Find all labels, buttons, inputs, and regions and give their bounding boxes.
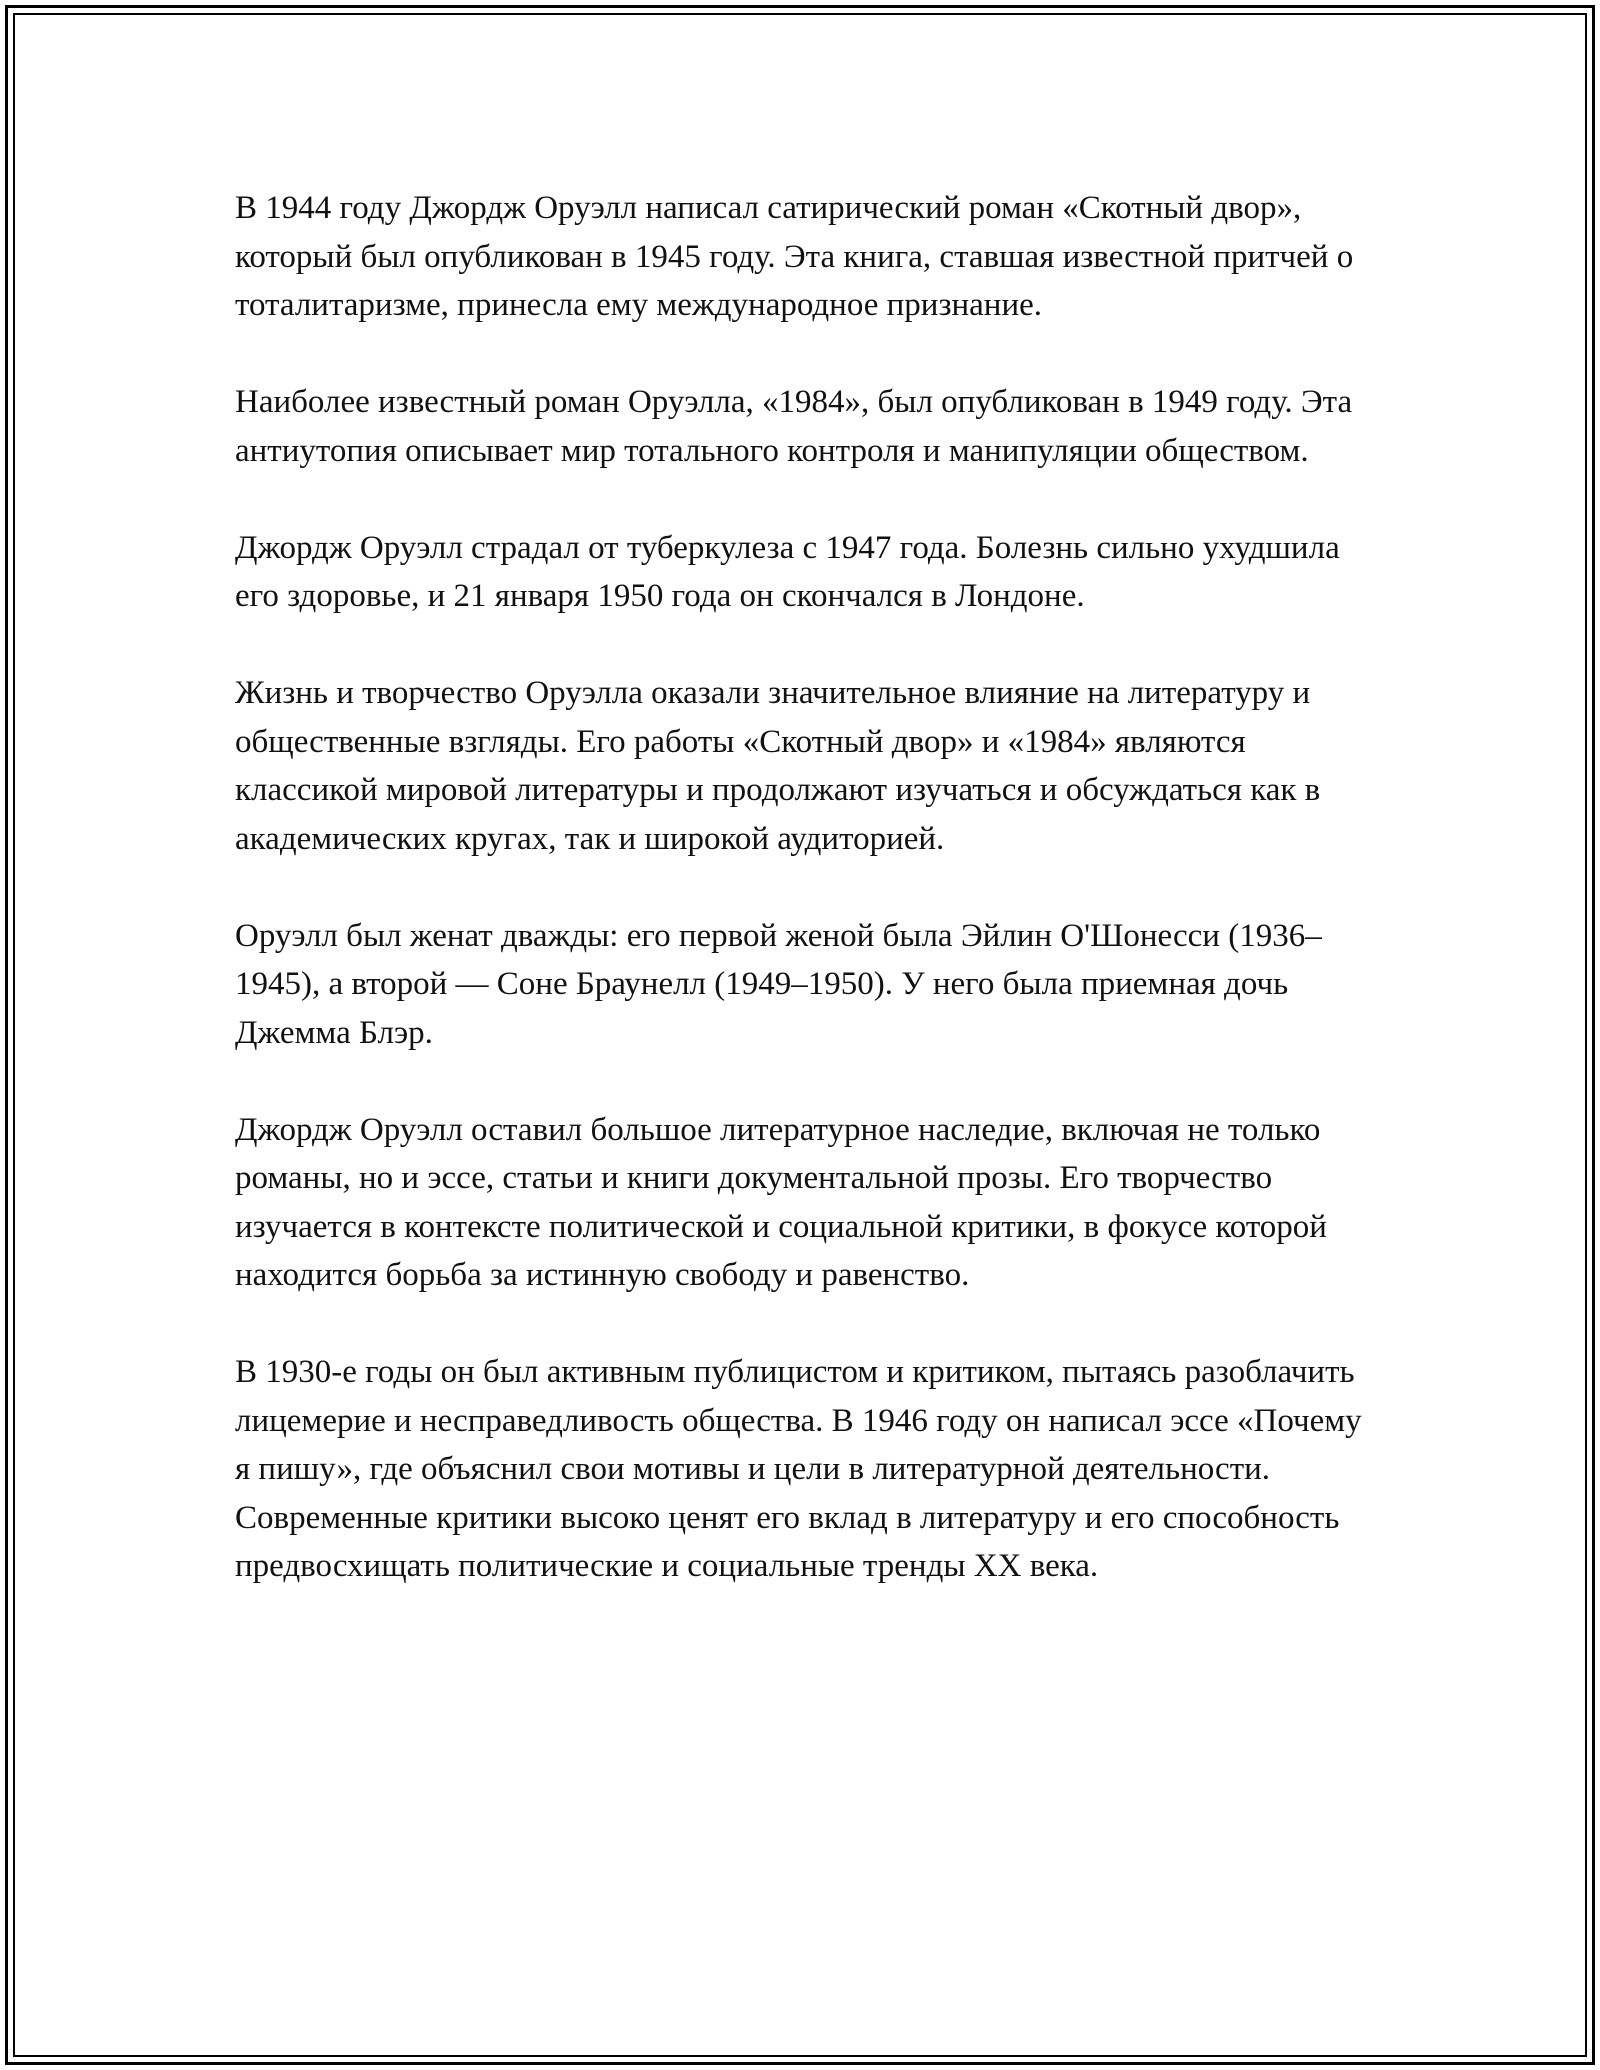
paragraph-1930s: В 1930-е годы он был активным публицистом и критиком, пытаясь разоблачить лицемерие и несправедливость общества. В 1946 году он написал эссе «Почему я пишу», где объяснил свои мотивы и цели в литературной деятельности. Современные критики высоко ценят его вклад в литературу и его способность предвосхищать политические и социальные тренды XX века. xyxy=(235,1354,1362,1584)
paragraph-animal-farm: В 1944 году Джордж Оруэлл написал сатирический роман «Скотный двор», который был опубликован в 1945 году. Эта книга, ставшая известной притчей о тоталитаризме, принесла ему международное признание. xyxy=(235,190,1354,323)
paragraph-illness: Джордж Оруэлл страдал от туберкулеза с 1947 года. Болезнь сильно ухудшила его здоровье, и 21 января 1950 года он скончался в Лондоне. xyxy=(235,529,1340,614)
paragraph-1984: Наиболее известный роман Оруэлла, «1984», был опубликован в 1949 году. Эта антиутопия описывает мир тотального контроля и манипуляции обществом. xyxy=(235,384,1353,469)
document-body xyxy=(235,184,1370,1639)
paragraph-legacy: Джордж Оруэлл оставил большое литературное наследие, включая не только романы, но и эссе, статьи и книги документальной прозы. Его творчество изучается в контексте политической и социальной критики, в фокусе которой находится борьба за истинную свободу и равенство. xyxy=(235,1111,1327,1293)
paragraph-family: Оруэлл был женат дважды: его первой женой была Эйлин О'Шонесси (1936–1945), а второй — Соне Браунелл (1949–1950). У него была приемная дочь Джемма Блэр. xyxy=(235,917,1322,1051)
paragraph-influence: Жизнь и творчество Оруэлла оказали значительное влияние на литературу и общественные взгляды. Его работы «Скотный двор» и «1984» являются классикой мировой литературы и продолжают изучаться и обсуждаться как в академических кругах, так и широкой аудиторией. xyxy=(235,675,1321,857)
